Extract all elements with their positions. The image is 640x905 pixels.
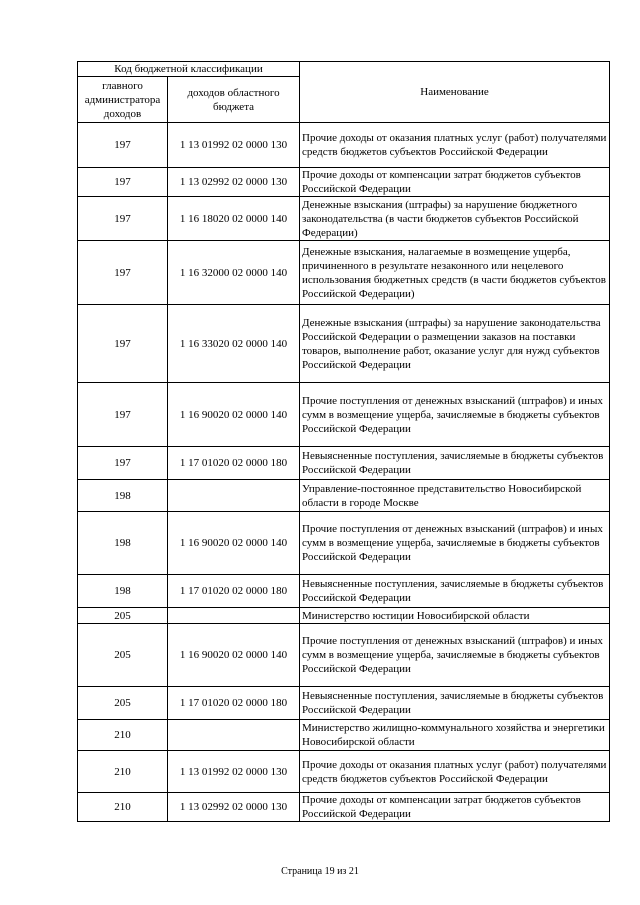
revenue-name-cell: Управление-постоянное представительство Новосибирской области в городе Москве (300, 480, 610, 512)
revenue-name-cell: Невыясненные поступления, зачисляемые в бюджеты субъектов Российской Федерации (300, 687, 610, 720)
revenue-name-cell: Прочие доходы от компенсации затрат бюджетов субъектов Российской Федерации (300, 793, 610, 822)
table-row (78, 123, 610, 168)
revenue-code-cell (168, 480, 300, 512)
table-row (78, 687, 610, 720)
page-number: Страница 19 из 21 (281, 866, 359, 877)
administrator-code-cell: 210 (78, 751, 168, 793)
revenue-code-cell: 1 16 90020 02 0000 140 (168, 512, 300, 575)
budget-classification-table (77, 61, 610, 822)
table-row (78, 447, 610, 480)
revenue-code-cell: 1 13 02992 02 0000 130 (168, 168, 300, 197)
table-section-row (78, 720, 610, 751)
table-body (78, 123, 610, 822)
table-row (78, 624, 610, 687)
header-budget-classification-code: Код бюджетной классификации (78, 62, 300, 77)
header-regional-budget-revenue: доходов областного бюджета (168, 77, 300, 123)
administrator-code-cell: 197 (78, 168, 168, 197)
table-row (78, 197, 610, 241)
revenue-code-cell: 1 17 01020 02 0000 180 (168, 687, 300, 720)
revenue-name-cell: Прочие поступления от денежных взысканий (штрафов) и иных сумм в возмещение ущерба, зачисляемые в бюджеты субъектов Российской Федерации (300, 383, 610, 447)
administrator-code-cell: 205 (78, 624, 168, 687)
administrator-code-cell: 198 (78, 512, 168, 575)
administrator-code-cell: 197 (78, 383, 168, 447)
administrator-code-cell: 197 (78, 447, 168, 480)
administrator-code-cell: 197 (78, 241, 168, 305)
administrator-code-cell: 210 (78, 793, 168, 822)
revenue-name-cell: Денежные взыскания (штрафы) за нарушение бюджетного законодательства (в части бюджетов субъектов Российской Федерации) (300, 197, 610, 241)
administrator-code-cell: 197 (78, 123, 168, 168)
header-name: Наименование (300, 62, 610, 123)
revenue-code-cell: 1 16 90020 02 0000 140 (168, 624, 300, 687)
revenue-code-cell: 1 16 32000 02 0000 140 (168, 241, 300, 305)
table-row (78, 575, 610, 608)
administrator-code-cell: 198 (78, 480, 168, 512)
table-row (78, 793, 610, 822)
table-row (78, 383, 610, 447)
administrator-code-cell: 205 (78, 687, 168, 720)
revenue-name-cell: Прочие доходы от компенсации затрат бюджетов субъектов Российской Федерации (300, 168, 610, 197)
revenue-code-cell (168, 720, 300, 751)
revenue-name-cell: Невыясненные поступления, зачисляемые в бюджеты субъектов Российской Федерации (300, 575, 610, 608)
administrator-code-cell: 210 (78, 720, 168, 751)
revenue-name-cell: Прочие поступления от денежных взысканий (штрафов) и иных сумм в возмещение ущерба, зачисляемые в бюджеты субъектов Российской Федерации (300, 512, 610, 575)
revenue-name-cell: Министерство юстиции Новосибирской области (300, 608, 610, 624)
administrator-code-cell: 197 (78, 305, 168, 383)
revenue-name-cell: Денежные взыскания (штрафы) за нарушение законодательства Российской Федерации о размещении заказов на поставки товаров, выполнение работ, оказание услуг для нужд субъектов Российской Федерации (300, 305, 610, 383)
revenue-code-cell: 1 17 01020 02 0000 180 (168, 575, 300, 608)
revenue-code-cell: 1 16 33020 02 0000 140 (168, 305, 300, 383)
table-row (78, 305, 610, 383)
administrator-code-cell: 197 (78, 197, 168, 241)
table-row (78, 168, 610, 197)
revenue-name-cell: Денежные взыскания, налагаемые в возмещение ущерба, причиненного в результате незаконного или нецелевого использования бюджетных средств (в части бюджетов субъектов Российской Федерации) (300, 241, 610, 305)
table-section-row (78, 608, 610, 624)
table-section-row (78, 480, 610, 512)
revenue-name-cell: Прочие доходы от оказания платных услуг (работ) получателями средств бюджетов субъектов Российской Федерации (300, 751, 610, 793)
revenue-name-cell: Прочие поступления от денежных взысканий (штрафов) и иных сумм в возмещение ущерба, зачисляемые в бюджеты субъектов Российской Федерации (300, 624, 610, 687)
revenue-code-cell: 1 13 01992 02 0000 130 (168, 751, 300, 793)
revenue-code-cell: 1 16 90020 02 0000 140 (168, 383, 300, 447)
table-row (78, 241, 610, 305)
revenue-code-cell: 1 13 01992 02 0000 130 (168, 123, 300, 168)
administrator-code-cell: 198 (78, 575, 168, 608)
administrator-code-cell: 205 (78, 608, 168, 624)
revenue-code-cell: 1 13 02992 02 0000 130 (168, 793, 300, 822)
table-row (78, 512, 610, 575)
revenue-name-cell: Прочие доходы от оказания платных услуг (работ) получателями средств бюджетов субъектов Российской Федерации (300, 123, 610, 168)
revenue-code-cell: 1 17 01020 02 0000 180 (168, 447, 300, 480)
table-row (78, 751, 610, 793)
header-chief-administrator: главного администратора доходов (78, 77, 168, 123)
revenue-code-cell (168, 608, 300, 624)
revenue-name-cell: Невыясненные поступления, зачисляемые в бюджеты субъектов Российской Федерации (300, 447, 610, 480)
revenue-code-cell: 1 16 18020 02 0000 140 (168, 197, 300, 241)
revenue-name-cell: Министерство жилищно-коммунального хозяйства и энергетики Новосибирской области (300, 720, 610, 751)
